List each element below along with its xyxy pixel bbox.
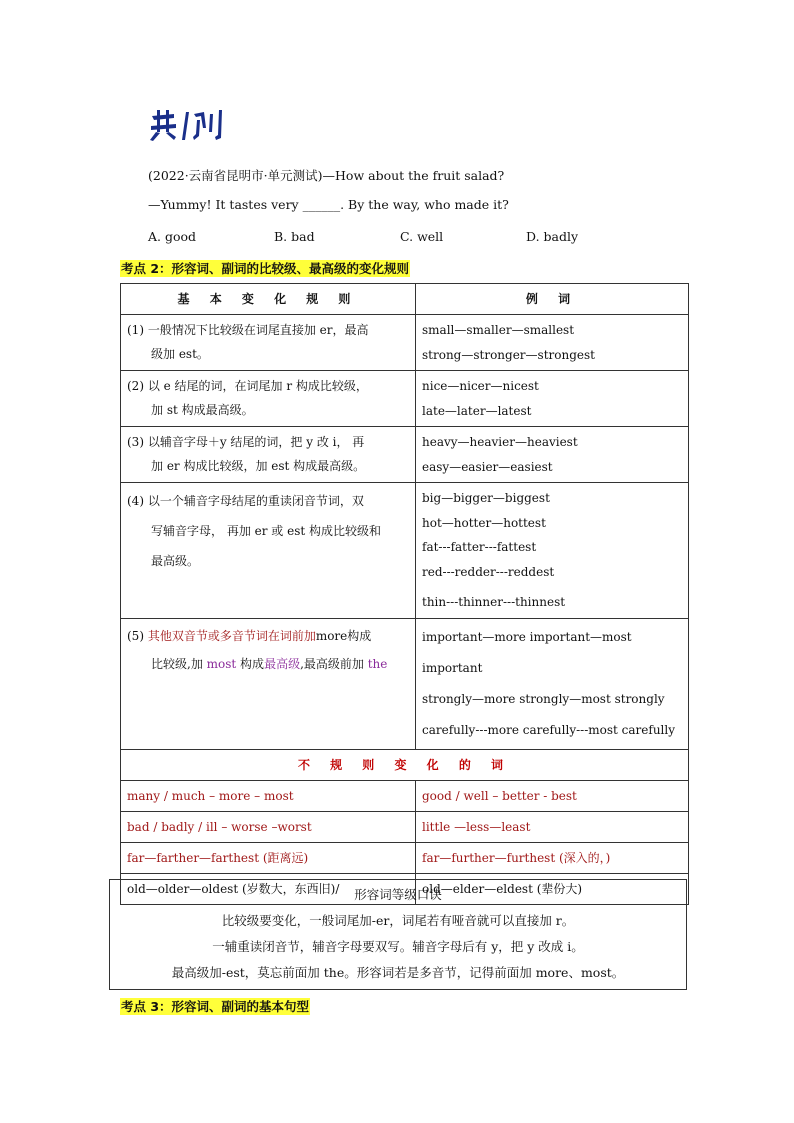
example-cell: small—smaller—smallest strong—stronger—strongest (416, 315, 689, 371)
irregular-cell: old—older—oldest (岁数大，东西旧)/ (121, 873, 416, 904)
example-cell: big—bigger—biggest hot—hotter—hottest fat---fatter---fattest red---redder---reddest thin---thinner---thinnest (416, 483, 689, 619)
header-rules: 基 本 变 化 规 则 (121, 284, 416, 315)
option-b: B. bad (274, 229, 315, 244)
mnemonic-line: 一辅重读闭音节，辅音字母要双写。辅音字母后有 y，把 y 改成 i。 (212, 939, 584, 954)
irregular-cell: far—farther—farthest (距离远) (121, 842, 416, 873)
rule-cell: (5) 其他双音节或多音节词在词前加more构成 比较级,加 most 构成最高级,最高级前加 the (121, 618, 416, 749)
irregular-header: 不 规 则 变 化 的 词 (121, 749, 689, 780)
example-cell: heavy—heavier—heaviest easy—easier—easiest (416, 427, 689, 483)
irregular-cell: old—elder—eldest (辈份大) (416, 873, 689, 904)
table-row (121, 427, 689, 483)
rule-cell: (2) 以 e 结尾的词，在词尾加 r 构成比较级， 加 st 构成最高级。 (121, 371, 416, 427)
rule-cell: (4) 以一个辅音字母结尾的重读闭音节词，双 写辅音字母， 再加 er 或 est 构成比较级和 最高级。 (121, 483, 416, 619)
rule-cell: (1) 一般情况下比较级在词尾直接加 er，最高 级加 est。 (121, 315, 416, 371)
irregular-cell: little —less—least (416, 811, 689, 842)
option-c: C. well (400, 229, 444, 244)
rule-cell: (3) 以辅音字母＋y 结尾的词，把 y 改 i， 再 加 er 构成比较级，加 est 构成最高级。 (121, 427, 416, 483)
example-cell: nice—nicer—nicest late—later—latest (416, 371, 689, 427)
question-stem (148, 166, 504, 184)
question-line1: —How about the fruit salad? (322, 168, 505, 183)
table-row (121, 315, 689, 371)
section-heading-2: 考点 2：形容词、副词的比较级、最高级的变化规则 (121, 261, 410, 276)
mnemonic-line: 比较级要变化，一般词尾加-er，词尾若有哑音就可以直接加 r。 (221, 913, 575, 928)
example-logo-icon (148, 106, 228, 146)
question-source: (2022·云南省昆明市·单元测试) (148, 168, 323, 183)
table-row (121, 811, 689, 842)
table-row (121, 780, 689, 811)
irregular-cell: far—further—furthest (深入的，) (416, 842, 689, 873)
irregular-cell: good / well – better - best (416, 780, 689, 811)
irregular-cell: bad / badly / ill – worse –worst (121, 811, 416, 842)
table-header-row (121, 284, 689, 315)
table-row (121, 371, 689, 427)
table-row (121, 618, 689, 749)
example-cell: important—more important—most important strongly—more strongly—most strongly carefully---more carefully---most carefully (416, 618, 689, 749)
table-row (121, 842, 689, 873)
irregular-header-row (121, 749, 689, 780)
table-row (121, 483, 689, 619)
question-line2: —Yummy! It tastes very ______. By the way, who made it? (148, 197, 509, 212)
mnemonic-box (109, 879, 687, 990)
mnemonic-title: 形容词等级口诀 (354, 887, 442, 902)
mnemonic-line: 最高级加-est，莫忘前面加 the。形容词若是多音节，记得前面加 more、most。 (171, 965, 625, 980)
option-d: D. badly (526, 229, 579, 244)
rules-table (120, 283, 689, 905)
header-examples: 例 词 (416, 284, 689, 315)
section-heading-3: 考点 3：形容词、副词的基本句型 (121, 999, 310, 1014)
irregular-cell: many / much – more – most (121, 780, 416, 811)
option-a: A. good (148, 229, 197, 244)
